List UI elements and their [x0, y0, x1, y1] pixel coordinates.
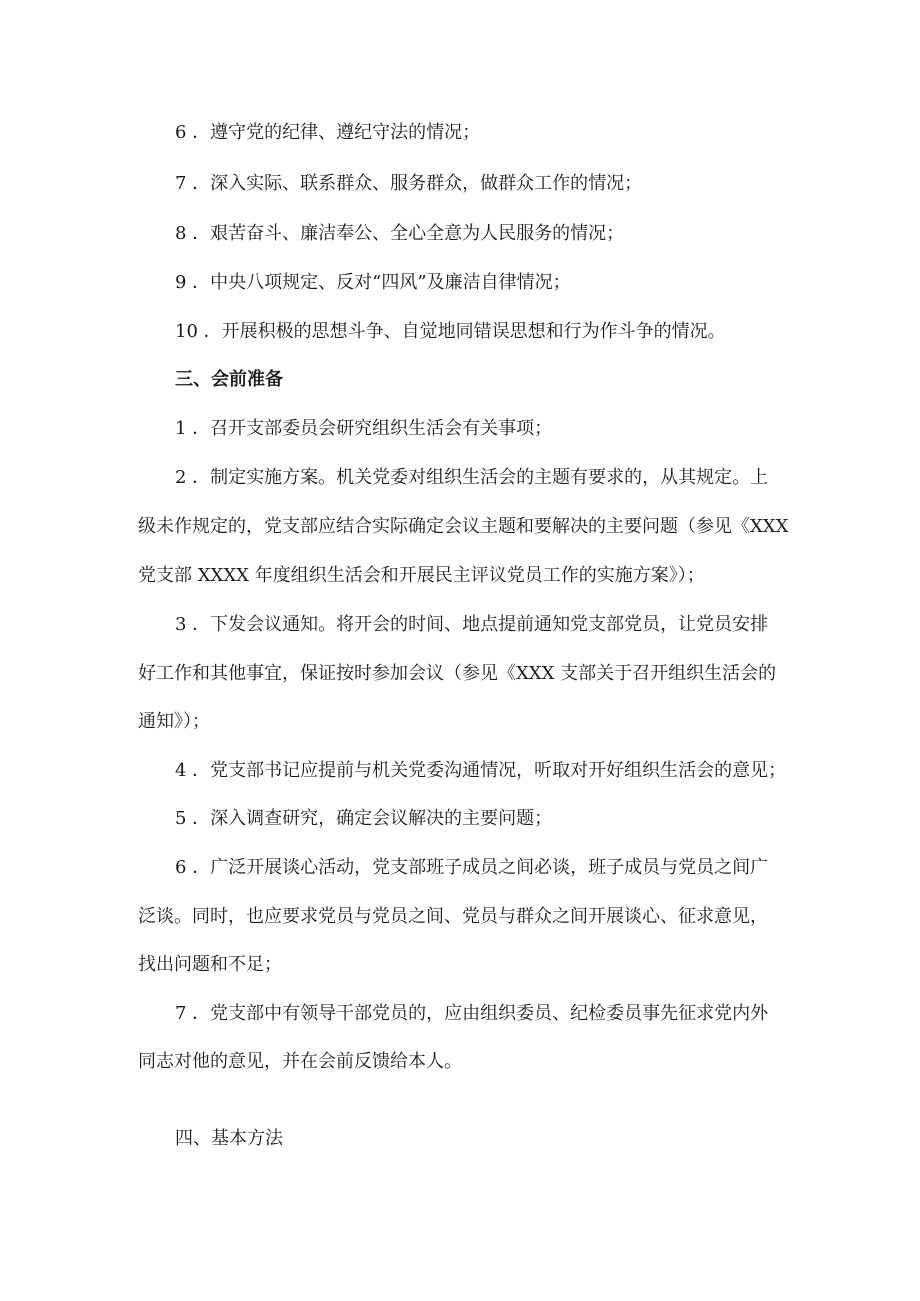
prep-item-5: 5 ．深入调查研究，确定会议解决的主要问题； [175, 808, 553, 829]
prep-item-1: 1 ．召开支部委员会研究组织生活会有关事项； [175, 418, 553, 439]
prep-item-2-line-1: 2 ．制定实施方案。机关党委对组织生活会的主题有要求的，从其规定。上 [175, 467, 769, 488]
list-item-7: 7 ．深入实际、联系群众、服务群众，做群众工作的情况； [175, 173, 643, 194]
section-heading-preparation: 三、会前准备 [175, 369, 283, 390]
prep-item-7-line-2: 同志对他的意见，并在会前反馈给本人。 [138, 1051, 462, 1072]
list-item-6: 6 ．遵守党的纪律、遵纪守法的情况； [175, 122, 481, 143]
list-item-9: 9 ．中央八项规定、反对“四风”及廉洁自律情况； [175, 272, 571, 293]
section-heading-methods: 四、基本方法 [175, 1128, 283, 1149]
prep-item-6-line-3: 找出问题和不足； [138, 954, 282, 975]
prep-item-3-line-2: 好工作和其他事宜，保证按时参加会议（参见《XXX 支部关于召开组织生活会的 [138, 663, 777, 684]
prep-item-7-line-1: 7 ．党支部中有领导干部党员的，应由组织委员、纪检委员事先征求党内外 [175, 1003, 769, 1024]
prep-item-2-line-3: 党支部 XXXX 年度组织生活会和开展民主评议党员工作的实施方案》）； [138, 565, 705, 586]
prep-item-4: 4 ．党支部书记应提前与机关党委沟通情况，听取对开好组织生活会的意见； [175, 760, 787, 781]
prep-item-3-line-1: 3 ．下发会议通知。将开会的时间、地点提前通知党支部党员，让党员安排 [175, 614, 769, 635]
prep-item-6-line-2: 泛谈。同时，也应要求党员与党员之间、党员与群众之间开展谈心、征求意见， [138, 906, 768, 927]
list-item-10: 10 ．开展积极的思想斗争、自觉地同错误思想和行为作斗争的情况。 [175, 321, 726, 342]
prep-item-6-line-1: 6 ．广泛开展谈心活动，党支部班子成员之间必谈，班子成员与党员之间广 [175, 857, 769, 878]
list-item-8: 8 ．艰苦奋斗、廉洁奉公、全心全意为人民服务的情况； [175, 223, 625, 244]
prep-item-3-line-3: 通知》）； [138, 711, 210, 732]
prep-item-2-line-2: 级未作规定的，党支部应结合实际确定会议主题和要解决的主要问题（参见《XXX [138, 516, 789, 537]
